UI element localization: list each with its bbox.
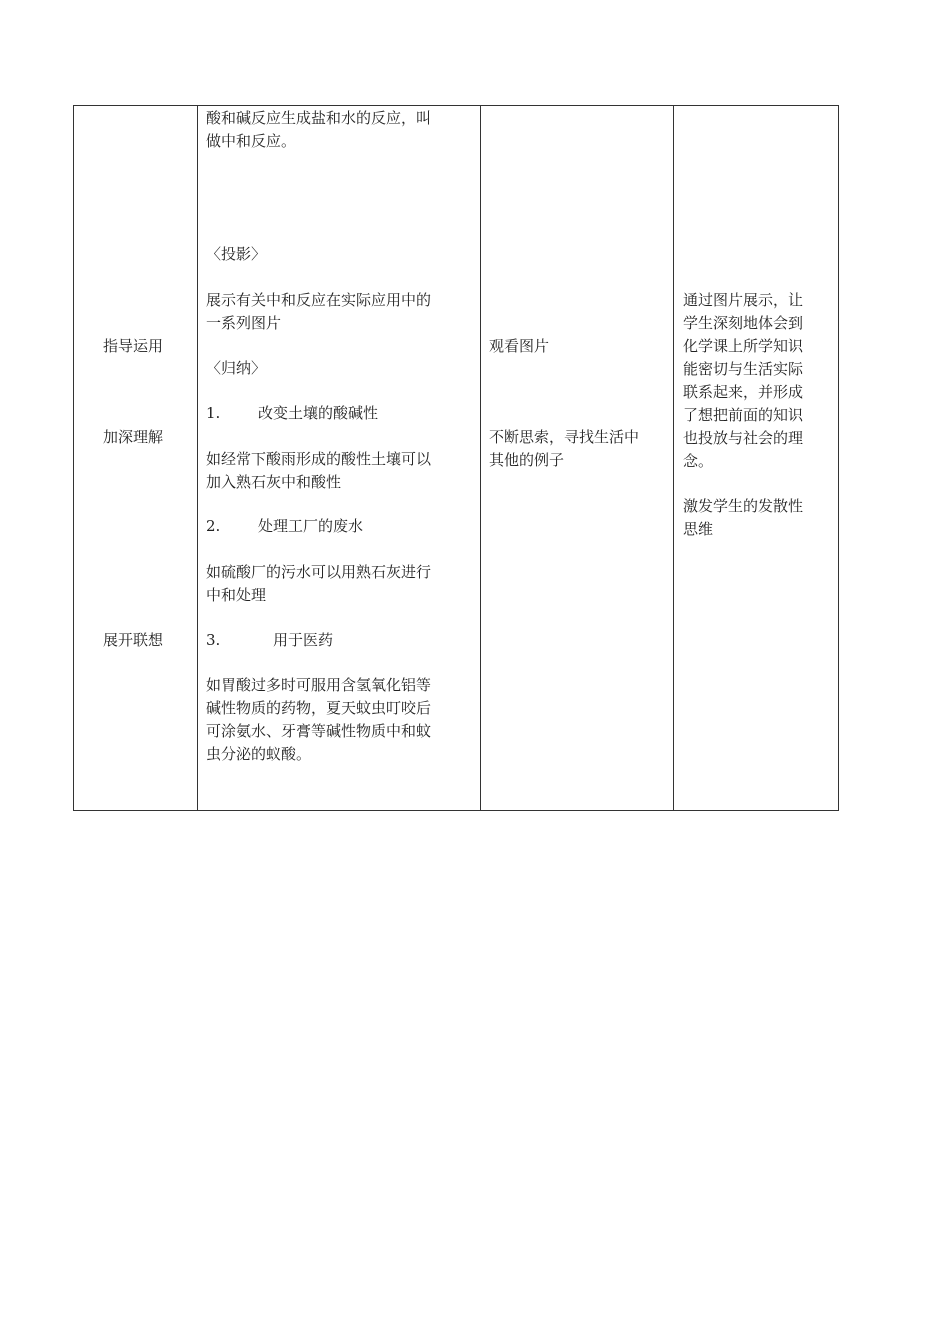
point-2-line-1: 如硫酸厂的污水可以用熟石灰进行 <box>206 563 432 581</box>
point-3-number: 3. <box>206 631 221 649</box>
summary-heading: 〈归纳〉 <box>206 359 267 377</box>
point-1-title: 改变土壤的酸碱性 <box>258 404 379 422</box>
intent-line-7: 也投放与社会的理 <box>683 429 804 447</box>
show-images-line-2: 一系列图片 <box>206 314 282 332</box>
inspire-line-2: 思维 <box>683 520 714 538</box>
point-2-line-2: 中和处理 <box>206 586 267 604</box>
intent-line-2: 学生深刻地体会到 <box>683 314 804 332</box>
stage-label-deepen: 加深理解 <box>103 428 164 446</box>
point-2-number: 2. <box>206 517 221 535</box>
inspire-line-1: 激发学生的发散性 <box>683 497 804 515</box>
point-3-line-4: 虫分泌的蚁酸。 <box>206 745 312 763</box>
point-1-line-2: 加入熟石灰中和酸性 <box>206 473 342 491</box>
intent-line-1: 通过图片展示，让 <box>683 291 804 309</box>
stage-label-guide: 指导运用 <box>103 337 164 355</box>
point-1-line-1: 如经常下酸雨形成的酸性土壤可以 <box>206 450 432 468</box>
lesson-table <box>73 105 839 811</box>
column-divider-3 <box>673 106 674 810</box>
student-think-line-2: 其他的例子 <box>489 451 565 469</box>
student-watch-images: 观看图片 <box>489 337 550 355</box>
point-1-heading <box>206 402 378 424</box>
definition-line-2: 做中和反应。 <box>206 132 297 150</box>
point-3-line-3: 可涂氨水、牙膏等碱性物质中和蚊 <box>206 722 432 740</box>
stage-label-associate: 展开联想 <box>103 631 164 649</box>
show-images-line-1: 展示有关中和反应在实际应用中的 <box>206 291 432 309</box>
column-divider-1 <box>197 106 198 810</box>
point-2-title: 处理工厂的废水 <box>258 517 364 535</box>
point-1-number: 1. <box>206 404 221 422</box>
point-3-heading <box>206 629 333 651</box>
column-divider-2 <box>480 106 481 810</box>
point-2-heading <box>206 515 363 537</box>
intent-line-6: 了想把前面的知识 <box>683 406 804 424</box>
definition-line-1: 酸和碱反应生成盐和水的反应，叫 <box>206 109 432 127</box>
point-3-line-2: 碱性物质的药物，夏天蚊虫叮咬后 <box>206 699 432 717</box>
projection-heading: 〈投影〉 <box>206 245 267 263</box>
intent-line-8: 念。 <box>683 452 714 470</box>
student-think-line-1: 不断思索，寻找生活中 <box>489 428 640 446</box>
point-3-line-1: 如胃酸过多时可服用含氢氧化铝等 <box>206 676 432 694</box>
intent-line-3: 化学课上所学知识 <box>683 337 804 355</box>
intent-line-5: 联系起来，并形成 <box>683 383 804 401</box>
intent-line-4: 能密切与生活实际 <box>683 360 804 378</box>
point-3-title: 用于医药 <box>273 631 334 649</box>
